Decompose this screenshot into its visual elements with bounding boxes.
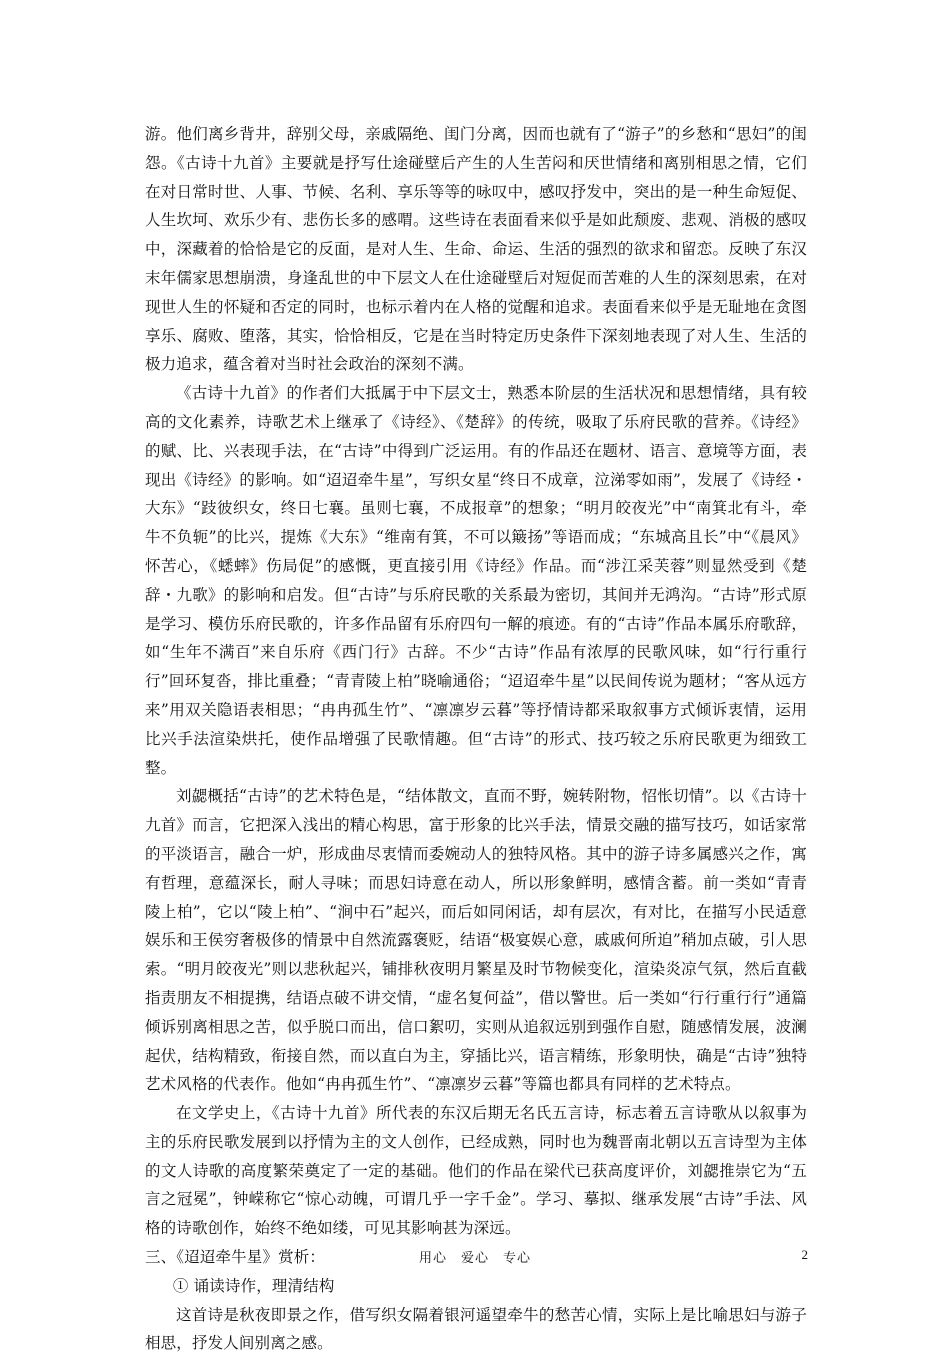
section-heading: 三、《迢迢牵牛星》赏析： xyxy=(145,1248,326,1267)
subheading: ① 诵读诗作，理清结构 xyxy=(172,1276,335,1295)
page-number: 2 xyxy=(801,1247,808,1262)
document-body xyxy=(145,120,807,1358)
paragraph-authors-and-influences: 《古诗十九首》的作者们大抵属于中下层文士，熟悉本阶层的生活状况和思想情绪，具有较高的文化素养，诗歌艺术上继承了《诗经》、《楚辞》的传统，吸取了乐府民歌的营养。《诗经》的赋、比、兴表现手法，在“古诗”中得到广泛运用。有的作品还在题材、语言、意境等方面，表现出《诗经》的影响。如“迢迢牵牛星”，写织女星“终日不成章，泣涕零如雨”，发展了《诗经・大东》“跂彼织女，终日七襄。虽则七襄，不成报章”的想象；“明月皎夜光”中“南箕北有斗，牵牛不负轭”的比兴，提炼《大东》“维南有箕，不可以簸扬”等语而成；“东城高且长”中“《晨风》怀苦心，《蟋蟀》伤局促”的感慨，更直接引用《诗经》作品。而“涉江采芙蓉”则显然受到《楚辞・九歌》的影响和启发。但“古诗”与乐府民歌的关系最为密切，其间并无鸿沟。“古诗”形式原是学习、模仿乐府民歌的，许多作品留有乐府四句一解的痕迹。有的“古诗”作品本属乐府歌辞，如“生年不满百”来自乐府《西门行》古辞。不少“古诗”作品有浓厚的民歌风味，如“行行重行行”回环复沓，排比重叠；“青青陵上柏”晓喻通俗；“迢迢牵牛星”以民间传说为题材；“客从远方来”用双关隐语表相思；“冉冉孤生竹”、“凛凛岁云暮”等抒情诗都采取叙事方式倾诉衷情，运用比兴手法渲染烘托，使作品增强了民歌情趣。但“古诗”的形式、技巧较之乐府民歌更为细致工整。 xyxy=(145,384,807,777)
paragraph-artistic-features: 刘勰概括“古诗”的艺术特色是，“结体散文，直而不野，婉转附物，怊怅切情”。以《古诗十九首》而言，它把深入浅出的精心构思，富于形象的比兴手法，情景交融的描写技巧，如话家常的平淡语言，融合一炉，形成曲尽衷情而委婉动人的独特风格。其中的游子诗多属感兴之作，寓有哲理，意蕴深长，耐人寻味；而思妇诗意在动人，所以形象鲜明，感情含蓄。前一类如“青青陵上柏”，它以“陵上柏”、“涧中石”起兴，而后如同闲话，却有层次，有对比，在描写小民适意娱乐和王侯穷奢极侈的情景中自然流露褒贬，结语“极宴娱心意，戚戚何所迫”稍加点破，引人思索。“明月皎夜光”则以悲秋起兴，铺排秋夜明月繁星及时节物候变化，渲染炎凉气氛，然后直截指责朋友不相提携，结语点破不讲交情，“虚名复何益”，借以警世。后一类如“行行重行行”通篇倾诉别离相思之苦，似乎脱口而出，信口絮叨，实则从追叙远别到强作自慰，随感情发展，波澜起伏，结构精致，衔接自然，而以直白为主，穿插比兴，语言精练，形象明快，确是“古诗”独特艺术风格的代表作。他如“冉冉孤生竹”、“凛凛岁云暮”等篇也都具有同样的艺术特点。 xyxy=(145,787,807,1094)
paragraph-continuation: 游。他们离乡背井，辞别父母，亲戚隔绝、闺门分离，因而也就有了“游子”的乡愁和“思妇”的闺怨。《古诗十九首》主要就是抒写仕途碰壁后产生的人生苦闷和厌世情绪和离别相思之情，它们在对日常时世、人事、节候、名利、享乐等等的咏叹中，感叹抒发中，突出的是一种生命短促、人生坎坷、欢乐少有、悲伤长多的感喟。这些诗在表面看来似乎是如此颓废、悲观、消极的感叹中，深藏着的恰恰是它的反面，是对人生、生命、命运、生活的强烈的欲求和留恋。反映了东汉末年儒家思想崩溃，身逢乱世的中下层文人在仕途碰壁后对短促而苦难的人生的深刻思索，在对现世人生的怀疑和否定的同时，也标示着内在人格的觉醒和追求。表面看来似乎是无耻地在贪图享乐、腐败、堕落，其实，恰恰相反，它是在当时特定历史条件下深刻地表现了对人生、生活的极力追求，蕴含着对当时社会政治的深刻不满。 xyxy=(145,125,807,374)
paragraph-literary-history: 在文学史上，《古诗十九首》所代表的东汉后期无名氏五言诗，标志着五言诗歌从以叙事为主的乐府民歌发展到以抒情为主的文人创作，已经成熟，同时也为魏晋南北朝以五言诗型为主体的文人诗歌的高度繁荣奠定了一定的基础。他们的作品在梁代已获高度评价，刘勰推崇它为“五言之冠冕”，钟嵘称它“惊心动魄，可谓几乎一字千金”。学习、摹拟、继承发展“古诗”手法、风格的诗歌创作，始终不绝如缕，可见其影响甚为深远。 xyxy=(145,1104,807,1238)
paragraph-poem-intro: 这首诗是秋夜即景之作，借写织女隔着银河遥望牵牛的愁苦心情，实际上是比喻思妇与游子相思，抒发人间别离之感。 xyxy=(145,1305,807,1353)
footer-motto: 用心 爱心 专心 xyxy=(418,1251,531,1266)
